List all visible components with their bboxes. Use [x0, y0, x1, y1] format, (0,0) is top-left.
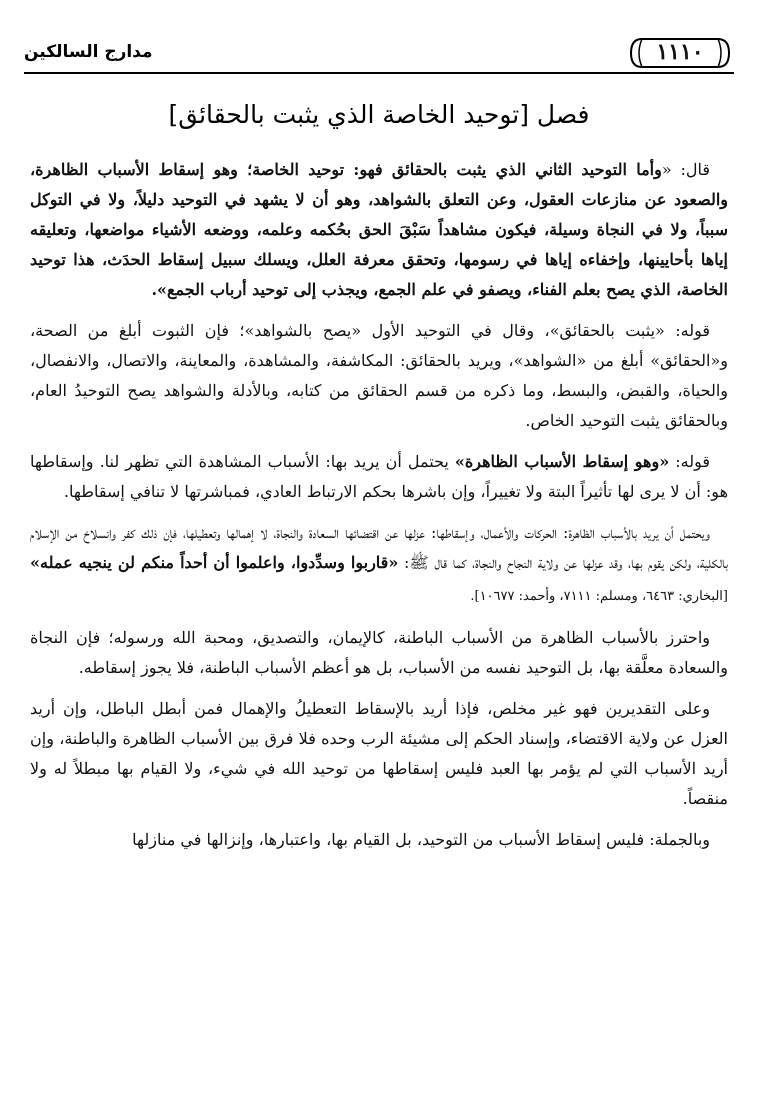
- quote-lead: قال: «: [661, 160, 711, 179]
- paragraph-3-bold: «وهو إسقاط الأسباب الظاهرة»: [454, 452, 670, 471]
- hadith-quote: «قاربوا وسدِّدوا، واعلموا أن أحداً منكم لن ينجيه عمله»: [30, 553, 399, 572]
- section-title: فصل [توحيد الخاصة الذي يثبت بالحقائق]: [168, 100, 590, 129]
- paragraph-7-text: وبالجملة: فليس إسقاط الأسباب من التوحيد، بل القيام بها، واعتبارها، وإنزالها في منازلها: [132, 830, 710, 849]
- paragraph-5-text: واحترز بالأسباب الظاهرة من الأسباب الباطنة، كالإيمان، والتصديق، ومحبة الله ورسوله؛ فإن النجاة والسعادة معلَّقة بها، بل التوحيد نفسه من الأسباب، بل هو أعظم الأسباب الباطنة، فلا يجوز إسقاطه.: [30, 628, 728, 677]
- paragraph-4: [30, 518, 728, 612]
- paragraph-2: [30, 316, 728, 436]
- paragraph-7: [30, 825, 728, 855]
- page-number-ornament: [628, 36, 732, 70]
- page-header: [24, 36, 732, 74]
- paragraph-5: [30, 623, 728, 683]
- paragraph-3-text: يحتمل أن يريد بها: الأسباب المشاهدة التي تظهر لنا. وإسقاطها هو: أن لا يرى لها تأثيراً البتة ولا تغييراً، وإن باشرها بحكم الارتباط العادي، فمباشرتها لا تنافي إسقاطها.: [30, 452, 728, 501]
- header-rule: [24, 72, 734, 74]
- page-body: [30, 155, 728, 866]
- paragraph-quote: [30, 155, 728, 305]
- page-number: ١١١٠: [656, 39, 704, 65]
- quote-text: وأما التوحيد الثاني الذي يثبت بالحقائق فهو: توحيد الخاصة؛ وهو إسقاط الأسباب الظاهرة، والصعود عن منازعات العقول، وعن التعلق بالشواهد، وهو أن لا يشهد في التوحيد دليلاً، ولا في التوكل سبباً، ولا في النجاة وسيلة، فيكون مشاهداً سَبْقَ الحق بحُكمه وعلمه، ووضعه الأشياء مواضعها، وتعليقه إياها بأحايينها، وإخفاءه إياها في رسومها، وتحقق معرفة العلل، ويسلك سبيل إسقاط الحدَث، هذا توحيد الخاصة، الذي يصح بعلم الفناء، ويصفو في علم الجمع، ويجذب إلى توحيد أرباب الجمع».: [30, 160, 728, 299]
- paragraph-2-text: قوله: «يثبت بالحقائق»، وقال في التوحيد الأول «يصح بالشواهد»؛ فإن الثبوت أبلغ من الصحة، و«الحقائق» أبلغ من «الشواهد»، ويريد بالحقائق: المكاشفة، والمشاهدة، والمعاينة، والاتصال، والانفصال، والحياة، والقبض، والبسط، وما ذكره من قسم الحقائق من كتابه، وبالأدلة والشواهد يصح التوحيدُ العام، وبالحقائق يثبت التوحيد الخاص.: [30, 321, 728, 430]
- hadith-citation: [البخاري: ٦٤٦٣، ومسلم: ٧١١١، وأحمد: ١٠٦٧٧].: [470, 589, 728, 604]
- paragraph-4-text: ويحتمل أن يريد بالأسباب الظاهرة: الحركات والأعمال، وإسقاطها: عزلها عن اقتضائها السعادة والنجاة، لا إهمالها وتعطيلها، فإن ذلك كفر وانسلاخ من الإسلام بالكلية، ولكن يقوم بها، وقد عزلها عن ولاية النجاح والنجاة، كما قال ﷺ:: [30, 523, 729, 572]
- paragraph-3: [30, 447, 728, 507]
- paragraph-6-text: وعلى التقديرين فهو غير مخلص، فإذا أريد بالإسقاط التعطيلُ والإهمال فمن أبطل الباطل، وإن أريد العزل عن ولاية الاقتضاء، وإسناد الحكم إلى مشيئة الرب وحده فلا فرق بين الأسباب الظاهرة والباطنة، وإن أريد الأسباب التي لم يؤمر بها العبد فليس إسقاطها من توحيد الله في شيء، ولا القيام بها مبطلاً له ولا منقصاً.: [30, 699, 728, 808]
- paragraph-3-lead: قوله:: [669, 452, 711, 471]
- paragraph-6: [30, 694, 728, 814]
- running-head-title: مدارج السالكين: [24, 42, 153, 62]
